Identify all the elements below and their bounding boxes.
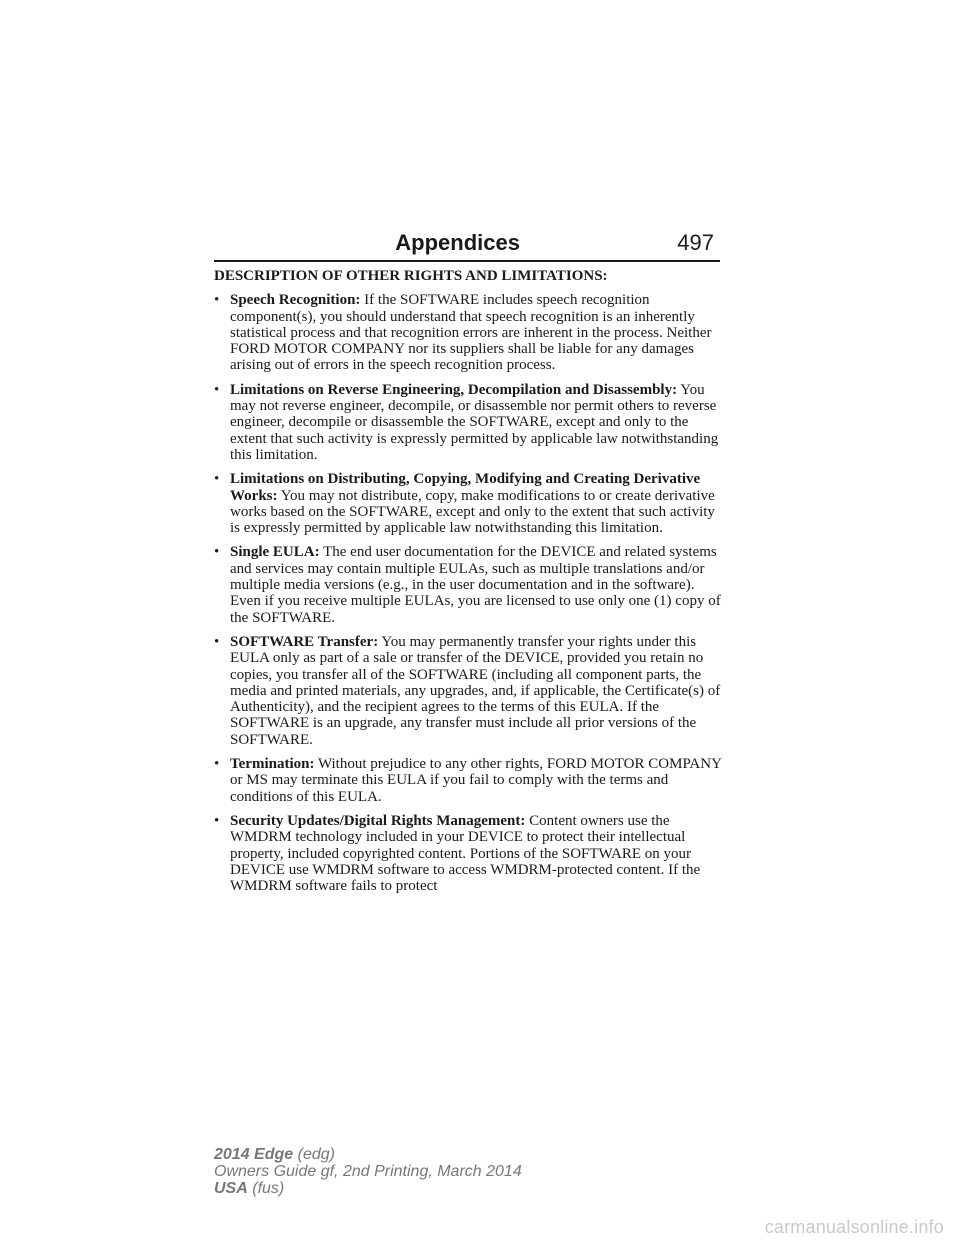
footer-line-printing: Owners Guide gf, 2nd Printing, March 2014	[214, 1163, 522, 1180]
list-item	[214, 471, 724, 536]
section-heading: DESCRIPTION OF OTHER RIGHTS AND LIMITATIONS:	[214, 268, 608, 284]
list-item	[214, 544, 724, 625]
footer-region: USA	[214, 1180, 248, 1197]
footer-region-code: (fus)	[252, 1180, 285, 1197]
item-text: You may not reverse engineer, decompile, or disassemble nor permit others to reverse engineer, decompile or disassemble the SOFTWARE, except and only to the extent that such activity is expressly permitted by applicable law notwithstanding this limitation.	[230, 381, 719, 463]
list-item	[214, 813, 724, 894]
list-item	[214, 756, 724, 805]
bullet-icon: •	[214, 812, 220, 829]
footer-line-region	[214, 1180, 694, 1197]
bullet-icon: •	[214, 633, 220, 650]
item-term: SOFTWARE Transfer:	[230, 633, 379, 650]
item-text: Content owners use the WMDRM technology included in your DEVICE to protect their intellectual property, included copyrighted content. Portions of the SOFTWARE on your DEVICE use WMDRM software to access WMDRM-protected content. If the WMDRM software fails to protect	[230, 812, 701, 895]
footer-line-model	[214, 1146, 694, 1163]
page-title: Appendices	[395, 230, 520, 255]
page-number: 497	[677, 230, 714, 255]
item-term: Single EULA:	[230, 544, 320, 561]
page-header	[214, 228, 720, 264]
item-text: The end user documentation for the DEVICE and related systems and services may contain multiple EULAs, such as multiple translations and/or multiple media versions (e.g., in the user documentation and in the software). Even if you receive multiple EULAs, you are licensed to use only one (1) copy of the SOFTWARE.	[230, 544, 721, 626]
item-term: Security Updates/Digital Rights Management:	[230, 812, 526, 829]
item-text: If the SOFTWARE includes speech recognition component(s), you should understand that speech recognition is an inherently statistical process and that recognition errors are inherent in the process. Neither FORD MOTOR COMPANY nor its suppliers shall be liable for any damages arising out of errors in the speech recognition process.	[230, 292, 712, 374]
item-text: You may not distribute, copy, make modifications to or create derivative works based on the SOFTWARE, except and only to the extent that such activity is expressly permitted by applicable law notwithstanding this limitation.	[230, 487, 715, 537]
page-content	[214, 268, 724, 902]
list-item	[214, 292, 724, 373]
list-item	[214, 382, 724, 463]
item-term: Limitations on Distributing, Copying, Modifying and Creating Derivative Works:	[230, 471, 701, 504]
bullet-icon: •	[214, 544, 220, 561]
item-text: Without prejudice to any other rights, FORD MOTOR COMPANY or MS may terminate this EULA if you fail to comply with the terms and conditions of this EULA.	[230, 756, 722, 805]
header-divider	[214, 260, 720, 262]
item-text: You may permanently transfer your rights under this EULA only as part of a sale or transfer of the DEVICE, provided you retain no copies, you transfer all of the SOFTWARE (including all component parts, the media and printed materials, any upgrades, and, if applicable, the Certificate(s) of Authenticity), and the recipient agrees to the terms of this EULA. If the SOFTWARE is an upgrade, any transfer must include all prior versions of the SOFTWARE.	[230, 633, 721, 748]
item-term: Speech Recognition:	[230, 292, 361, 309]
footer-model: 2014 Edge	[214, 1146, 294, 1163]
footer-model-code: (edg)	[297, 1146, 335, 1163]
bullet-icon: •	[214, 381, 220, 398]
bullet-icon: •	[214, 471, 220, 488]
watermark: carmanualsonline.info	[764, 1217, 944, 1237]
bullet-icon: •	[214, 292, 220, 309]
item-term: Termination:	[230, 756, 315, 773]
bullet-icon: •	[214, 756, 220, 773]
list-item	[214, 634, 724, 748]
item-term: Limitations on Reverse Engineering, Decompilation and Disassembly:	[230, 381, 678, 398]
page-footer	[214, 1146, 694, 1197]
